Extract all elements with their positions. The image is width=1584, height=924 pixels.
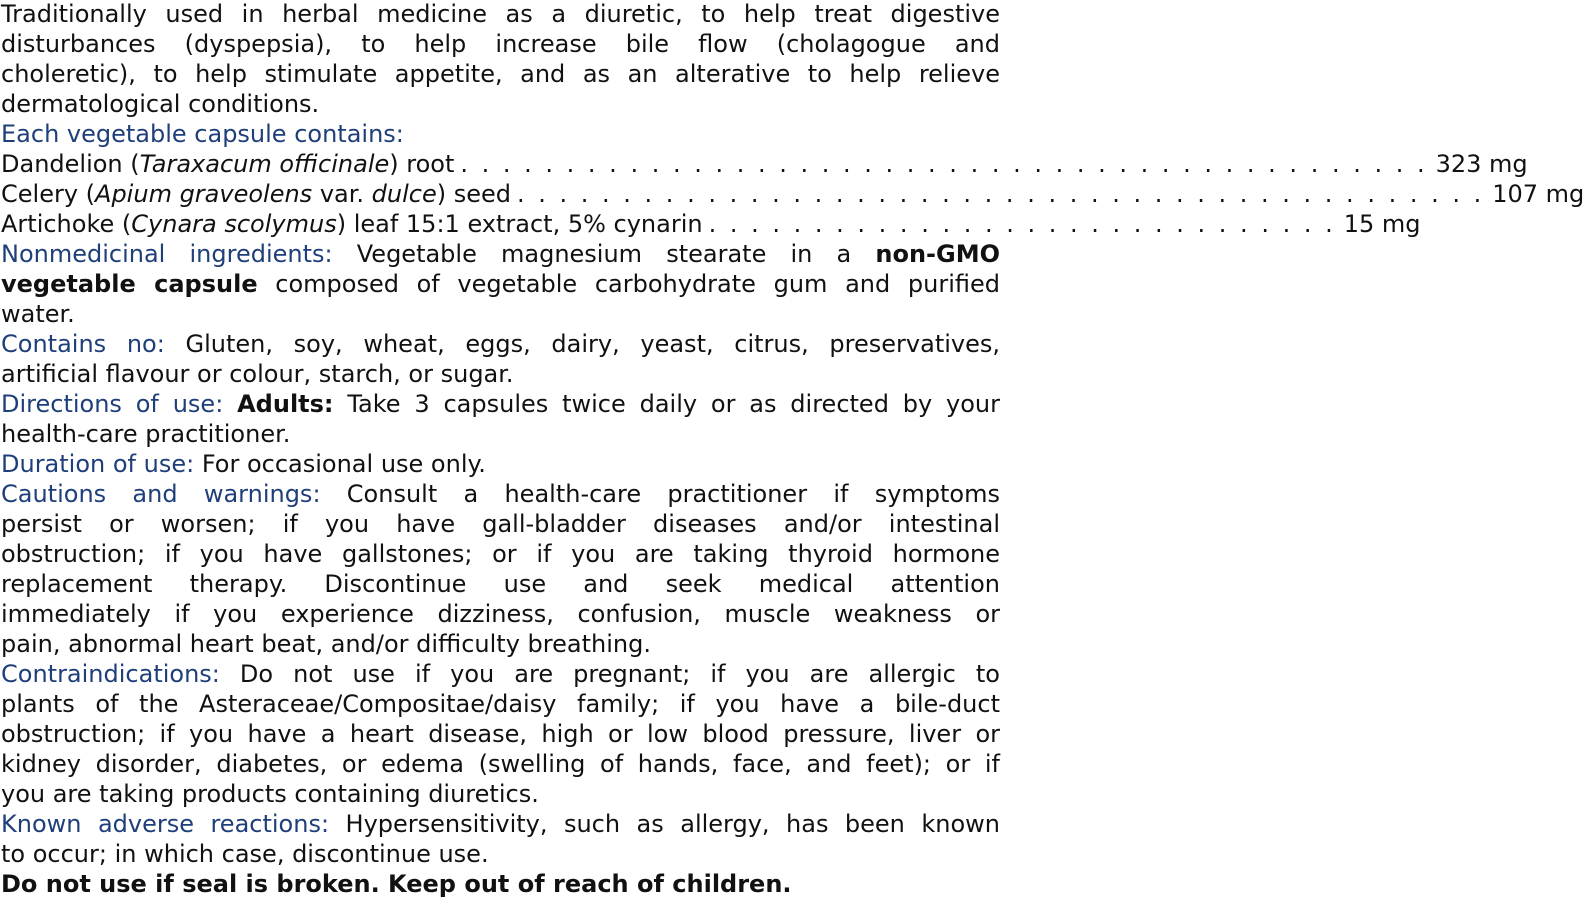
dot-leader: . . . . . . . . . . . . . . . . . . . . . . . . . . . . . . . . . . . . . . . . . . . . . . (460, 150, 1428, 178)
cautions-line-4: replacement therapy. Discontinue use and seek medical attention (1, 570, 1000, 598)
dot-leader: . . . . . . . . . . . . . . . . . . . . . . . . . . . . . . . . . . . . . . . . . . . . . . (517, 180, 1485, 208)
contraindications-line-1: Contraindications: Do not use if you are pregnant; if you are allergic to (1, 660, 1000, 688)
adverse-line-1: Known adverse reactions: Hypersensitivity, such as allergy, has been known (1, 810, 1000, 838)
contraindications-line-2: plants of the Asteraceae/Compositae/daisy family; if you have a bile-duct (1, 690, 1000, 718)
seal-warning: Do not use if seal is broken. Keep out of reach of children. (1, 870, 792, 898)
contains-no-line-2: artificial flavour or colour, starch, or sugar. (1, 360, 514, 388)
duration-label: Duration of use: (1, 450, 195, 478)
indication-line-1: Traditionally used in herbal medicine as a diuretic, to help treat digestive (1, 0, 1000, 28)
nonmedicinal-line-2: vegetable capsule composed of vegetable carbohydrate gum and purified (1, 270, 1000, 298)
cautions-line-5: immediately if you experience dizziness, confusion, muscle weakness or (1, 600, 1000, 628)
ingredient-amount: 15 mg (1343, 210, 1421, 238)
directions-line-2: health-care practitioner. (1, 420, 291, 448)
indication-line-2: disturbances (dyspepsia), to help increase bile flow (cholagogue and (1, 30, 1000, 58)
contents-heading: Each vegetable capsule contains: (1, 120, 404, 148)
adverse-line-2: to occur; in which case, discontinue use. (1, 840, 489, 868)
contains-no-label: Contains no: (1, 330, 165, 358)
ingredient-name: Artichoke (Cynara scolymus) leaf 15:1 extract, 5% cynarin (1, 210, 703, 238)
ingredient-amount: 107 mg (1492, 180, 1584, 208)
cautions-line-3: obstruction; if you have gallstones; or if you are taking thyroid hormone (1, 540, 1000, 568)
nonmedicinal-line-1: Nonmedicinal ingredients: Vegetable magnesium stearate in a non-GMO (1, 240, 1000, 268)
indication-line-4: dermatological conditions. (1, 90, 320, 118)
ingredient-row-dandelion (1, 149, 1528, 179)
cautions-line-2: persist or worsen; if you have gall-bladder diseases and/or intestinal (1, 510, 1000, 538)
ingredient-row-artichoke (1, 209, 1421, 239)
directions-label: Directions of use: (1, 390, 224, 418)
duration-line: Duration of use: For occasional use only. (1, 450, 486, 478)
cautions-label: Cautions and warnings: (1, 480, 321, 508)
indication-line-3: choleretic), to help stimulate appetite, and as an alterative to help relieve (1, 60, 1000, 88)
contraindications-line-4: kidney disorder, diabetes, or edema (swelling of hands, face, and feet); or if (1, 750, 1000, 778)
directions-line-1: Directions of use: Adults: Take 3 capsules twice daily or as directed by your (1, 390, 1000, 418)
nonmedicinal-line-3: water. (1, 300, 75, 328)
nonmedicinal-label: Nonmedicinal ingredients: (1, 240, 333, 268)
ingredient-amount: 323 mg (1435, 150, 1528, 178)
cautions-line-1: Cautions and warnings: Consult a health-care practitioner if symptoms (1, 480, 1000, 508)
contains-no-line-1: Contains no: Gluten, soy, wheat, eggs, dairy, yeast, citrus, preservatives, (1, 330, 1000, 358)
ingredient-name: Celery (Apium graveolens var. dulce) seed (1, 180, 511, 208)
cautions-line-6: pain, abnormal heart beat, and/or difficulty breathing. (1, 630, 651, 658)
contraindications-line-3: obstruction; if you have a heart disease, high or low blood pressure, liver or (1, 720, 1000, 748)
ingredient-name: Dandelion (Taraxacum officinale) root (1, 150, 455, 178)
dot-leader: . . . . . . . . . . . . . . . . . . . . . . . . . . . . . . (708, 210, 1336, 238)
adverse-label: Known adverse reactions: (1, 810, 330, 838)
contraindications-line-5: you are taking products containing diuretics. (1, 780, 539, 808)
ingredient-row-celery (1, 179, 1584, 209)
contraindications-label: Contraindications: (1, 660, 220, 688)
